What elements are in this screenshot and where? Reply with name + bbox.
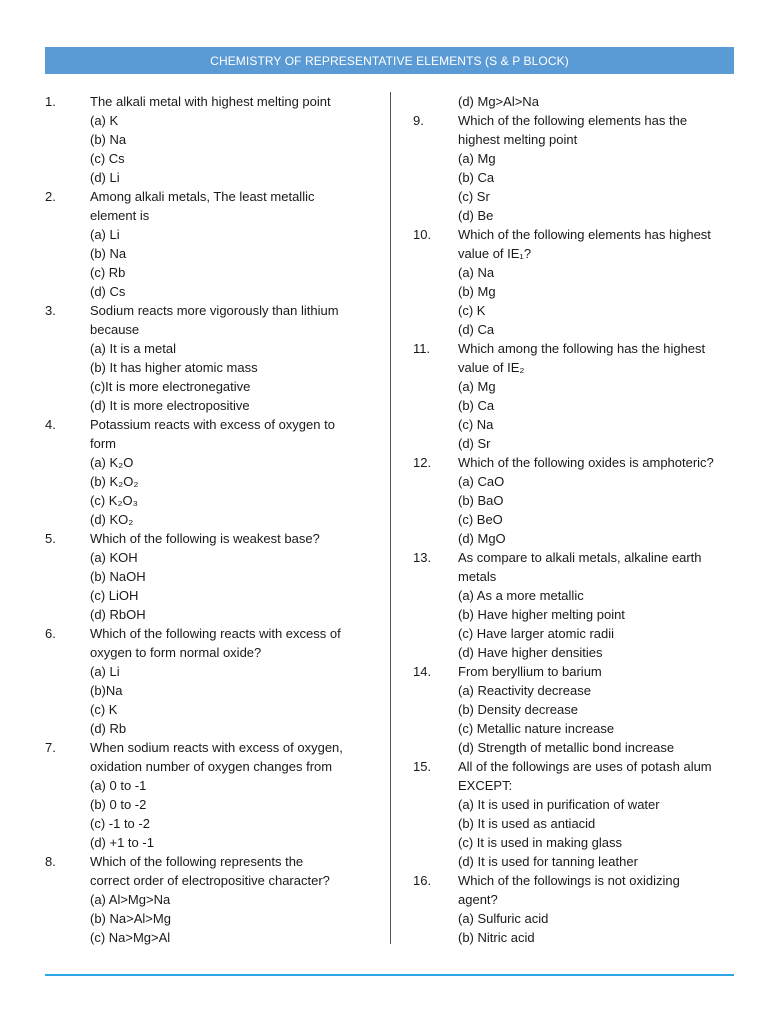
question-text: element is [90,208,150,223]
question-item [45,92,375,187]
answer-option-line [413,681,743,700]
answer-option-line [413,529,743,548]
question-text: Sodium reacts more vigorously than lithium [90,303,339,318]
answer-option: (c) Na [458,417,494,432]
question-text-line [413,776,743,795]
answer-option: (a) 0 to -1 [90,778,147,793]
answer-option: (b) Density decrease [458,702,578,717]
answer-option: (d) Cs [90,284,126,299]
answer-option-line [413,263,743,282]
question-text: From beryllium to barium [458,664,602,679]
question-text-line [45,643,375,662]
question-text: Which of the following is weakest base? [90,531,320,546]
question-text-line [413,890,743,909]
answer-option: (d) +1 to -1 [90,835,154,850]
answer-option-line [45,244,375,263]
answer-option: (b) Mg [458,284,496,299]
question-number: 9. [413,113,424,128]
answer-option: (a) Li [90,227,120,242]
question-text: Which of the followings is not oxidizing [458,873,680,888]
answer-option: (a) Na [458,265,495,280]
answer-option: (d) Be [458,208,494,223]
answer-option-line [413,282,743,301]
question-text-line [45,852,375,871]
answer-option-line [413,491,743,510]
answer-option: (b) K₂O₂ [90,474,139,489]
answer-option-line [45,225,375,244]
answer-option: (b) Nitric acid [458,930,535,945]
answer-option: (d) Ca [458,322,495,337]
answer-option-line [45,586,375,605]
right-question-column [413,92,743,947]
question-number: 8. [45,854,56,869]
answer-option: (b)Na [90,683,123,698]
question-number: 15. [413,759,432,774]
question-text: EXCEPT: [458,778,513,793]
question-text-line [413,453,743,472]
answer-option: (c) Sr [458,189,490,204]
question-text-line [45,187,375,206]
question-text: metals [458,569,497,584]
answer-option-line [45,396,375,415]
answer-option: (d) Strength of metallic bond increase [458,740,675,755]
question-item [413,871,743,947]
answer-option-line [45,491,375,510]
question-text-line [413,757,743,776]
question-text-line [413,339,743,358]
answer-option-line [413,301,743,320]
question-item [45,415,375,529]
answer-option-line [45,377,375,396]
answer-option-line [413,206,743,225]
answer-option-line [413,586,743,605]
answer-option: (a) K [90,113,119,128]
question-item [45,738,375,852]
answer-option: (c) BeO [458,512,503,527]
answer-option-line [413,149,743,168]
question-text-line [413,567,743,586]
answer-option: (b) Ca [458,170,495,185]
question-number: 12. [413,455,432,470]
answer-option-line [413,377,743,396]
answer-option: (b) Na [90,132,127,147]
answer-option-line [413,434,743,453]
question-item [45,301,375,415]
answer-option: (b) Na [90,246,127,261]
question-text-line [413,358,743,377]
answer-option: (b) Na>Al>Mg [90,911,171,926]
answer-option-line [45,130,375,149]
question-text-line [45,92,375,111]
answer-option-line [413,187,743,206]
answer-option-line [413,624,743,643]
question-text: correct order of electropositive character? [90,873,330,888]
question-number: 16. [413,873,432,888]
answer-option-line [45,776,375,795]
question-number: 3. [45,303,56,318]
question-item [413,92,743,111]
answer-option: (b) Ca [458,398,495,413]
question-text-line [45,301,375,320]
question-text: When sodium reacts with excess of oxygen, [90,740,343,755]
question-text: All of the followings are uses of potash alum [458,759,712,774]
question-item [413,453,743,548]
answer-option-line [45,700,375,719]
page-title: CHEMISTRY OF REPRESENTATIVE ELEMENTS (S & P BLOCK) [210,53,569,68]
answer-option: (c) -1 to -2 [90,816,150,831]
answer-option: (c) It is used in making glass [458,835,623,850]
answer-option: (a) It is a metal [90,341,176,356]
answer-option-line [413,320,743,339]
answer-option: (c) Have larger atomic radii [458,626,615,641]
answer-option-line [413,92,743,111]
question-number: 2. [45,189,56,204]
question-number: 4. [45,417,56,432]
answer-option-line [45,339,375,358]
answer-option-line [413,168,743,187]
answer-option-line [413,928,743,947]
answer-option-line [45,548,375,567]
answer-option: (d) KO₂ [90,512,134,527]
question-item [45,529,375,624]
answer-option-line [413,605,743,624]
answer-option-line [413,795,743,814]
answer-option: (d) RbOH [90,607,146,622]
answer-option: (d) MgO [458,531,506,546]
question-text-line [45,757,375,776]
answer-option: (a) Mg [458,151,496,166]
question-text: Which of the following represents the [90,854,304,869]
question-text-line [45,206,375,225]
answer-option: (b) 0 to -2 [90,797,147,812]
answer-option-line [413,852,743,871]
question-item [45,187,375,301]
answer-option-line [45,472,375,491]
answer-option: (a) It is used in purification of water [458,797,660,812]
question-number: 13. [413,550,432,565]
question-item [45,852,375,947]
answer-option-line [45,681,375,700]
answer-option-line [413,510,743,529]
question-text-line [413,225,743,244]
answer-option-line [45,168,375,187]
question-text-line [45,415,375,434]
question-text: highest melting point [458,132,578,147]
answer-option-line [45,510,375,529]
answer-option-line [413,415,743,434]
question-text: Which of the following oxides is amphoteric? [458,455,714,470]
answer-option: (b) Have higher melting point [458,607,625,622]
answer-option: (a) KOH [90,550,138,565]
question-number: 14. [413,664,432,679]
page-title-banner [45,47,734,74]
question-text-line [45,624,375,643]
answer-option: (a) Li [90,664,120,679]
answer-option: (d) It is used for tanning leather [458,854,638,869]
question-text: The alkali metal with highest melting point [90,94,331,109]
question-number: 6. [45,626,56,641]
answer-option: (a) K₂O [90,455,134,470]
answer-option-line [45,890,375,909]
column-divider [390,92,391,944]
footer-rule [45,974,734,976]
question-text-line [45,320,375,339]
question-text-line [413,548,743,567]
answer-option: (c) Rb [90,265,126,280]
left-question-column [45,92,375,947]
answer-option: (a) Al>Mg>Na [90,892,171,907]
question-text-line [45,738,375,757]
answer-option-line [413,396,743,415]
answer-option-line [45,833,375,852]
answer-option-line [45,605,375,624]
answer-option-line [413,738,743,757]
answer-option: (d) Rb [90,721,127,736]
answer-option-line [45,814,375,833]
question-text: Which of the following elements has the [458,113,688,128]
question-text: Which of the following elements has highest [458,227,711,242]
question-text-line [413,130,743,149]
answer-option-line [413,814,743,833]
answer-option: (a) Mg [458,379,496,394]
question-text: form [90,436,116,451]
answer-option-line [45,567,375,586]
question-item [413,225,743,339]
answer-option-line [413,700,743,719]
answer-option-line [45,928,375,947]
question-text-line [413,871,743,890]
answer-option: (a) CaO [458,474,505,489]
answer-option-line [45,282,375,301]
answer-option-line [413,833,743,852]
question-number: 11. [413,341,431,356]
answer-option-line [45,719,375,738]
question-text: agent? [458,892,498,907]
answer-option: (a) Sulfuric acid [458,911,549,926]
answer-option-line [45,795,375,814]
answer-option: (d) Mg>Al>Na [458,94,539,109]
question-number: 7. [45,740,56,755]
question-text-line [45,871,375,890]
answer-option: (a) Reactivity decrease [458,683,591,698]
question-item [413,548,743,662]
question-number: 10. [413,227,432,242]
answer-option: (b) BaO [458,493,504,508]
answer-option-line [45,111,375,130]
answer-option: (c) LiOH [90,588,139,603]
answer-option-line [45,662,375,681]
answer-option: (c)It is more electronegative [90,379,251,394]
answer-option-line [45,453,375,472]
question-text: Which among the following has the highest [458,341,706,356]
question-text-line [413,111,743,130]
question-item [413,662,743,757]
answer-option: (b) It is used as antiacid [458,816,596,831]
answer-option-line [45,263,375,282]
answer-option: (c) K [458,303,486,318]
answer-option: (d) Li [90,170,120,185]
question-text: value of IE₂ [458,360,525,375]
question-text: because [90,322,140,337]
answer-option: (c) Cs [90,151,125,166]
question-text-line [45,434,375,453]
question-text: Potassium reacts with excess of oxygen to [90,417,335,432]
answer-option: (b) It has higher atomic mass [90,360,258,375]
question-text: As compare to alkali metals, alkaline earth [458,550,702,565]
answer-option-line [413,643,743,662]
answer-option: (d) Sr [458,436,491,451]
question-item [413,111,743,225]
answer-option: (d) It is more electropositive [90,398,250,413]
answer-option: (c) Metallic nature increase [458,721,615,736]
question-text: oxidation number of oxygen changes from [90,759,333,774]
answer-option-line [413,472,743,491]
answer-option: (c) K [90,702,118,717]
answer-option: (b) NaOH [90,569,146,584]
question-text-line [45,529,375,548]
question-text-line [413,244,743,263]
question-text: Which of the following reacts with excess of [90,626,341,641]
question-item [45,624,375,738]
answer-option-line [45,149,375,168]
answer-option-line [413,719,743,738]
answer-option-line [413,909,743,928]
question-number: 5. [45,531,56,546]
answer-option-line [45,358,375,377]
question-text-line [413,662,743,681]
question-text: Among alkali metals, The least metallic [90,189,315,204]
answer-option: (c) K₂O₃ [90,493,138,508]
answer-option: (a) As a more metallic [458,588,584,603]
question-number: 1. [45,94,56,109]
question-item [413,339,743,453]
answer-option: (c) Na>Mg>Al [90,930,171,945]
question-text: oxygen to form normal oxide? [90,645,262,660]
question-item [413,757,743,871]
question-text: value of IE₁? [458,246,532,261]
answer-option: (d) Have higher densities [458,645,603,660]
answer-option-line [45,909,375,928]
